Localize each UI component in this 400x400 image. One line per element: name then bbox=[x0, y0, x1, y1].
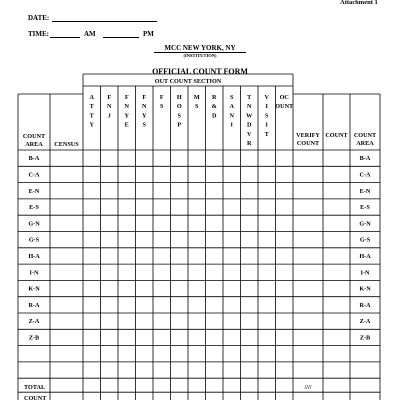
out-column-header-letter: V bbox=[247, 130, 252, 138]
row-label-left: G-N bbox=[28, 220, 40, 228]
row-label-right: H-A bbox=[359, 252, 371, 260]
total-row-label: TOTAL bbox=[24, 384, 46, 392]
out-column-header-letter: OUNT bbox=[275, 103, 294, 111]
row-label-right: Z-A bbox=[359, 318, 371, 326]
row-label-left: H-A bbox=[28, 252, 40, 260]
out-column-header-letter: N bbox=[107, 103, 112, 111]
out-column-header-letter: F bbox=[159, 94, 164, 101]
row-label-right: R-A bbox=[359, 301, 371, 309]
census-header: CENSUS bbox=[54, 141, 79, 148]
out-column-header-letter: N bbox=[124, 103, 129, 111]
count-area-header-left: AREA bbox=[25, 141, 43, 148]
row-label-right: K-N bbox=[359, 285, 371, 293]
out-column-header-letter: O bbox=[176, 103, 182, 111]
count-verify-row-label: COUNT bbox=[24, 395, 47, 400]
am-label: AM bbox=[84, 30, 96, 38]
row-label-right: E-S bbox=[360, 204, 370, 212]
row-label-right: Z-B bbox=[359, 334, 371, 342]
out-column-header-letter: D bbox=[212, 112, 217, 120]
out-column-header-letter: W bbox=[246, 112, 253, 120]
out-column-header-letter: Y bbox=[89, 121, 94, 129]
institution-caption: (INSTITUTION) bbox=[183, 53, 217, 58]
out-column-header-letter: S bbox=[177, 112, 181, 120]
row-label-right: B-A bbox=[359, 155, 371, 163]
attachment-label: Attachment 1 bbox=[340, 0, 378, 6]
pm-label: PM bbox=[143, 30, 154, 38]
date-label: DATE: bbox=[28, 14, 50, 22]
row-label-left: K-N bbox=[28, 285, 40, 293]
institution-name: MCC NEW YORK, NY bbox=[164, 44, 236, 52]
count-area-header-right: AREA bbox=[356, 140, 374, 147]
row-label-left: C-A bbox=[28, 171, 40, 179]
out-column-header-letter: R bbox=[212, 94, 217, 101]
out-column-header-letter: I bbox=[265, 121, 268, 129]
form-title: OFFICIAL COUNT FORM bbox=[152, 67, 248, 76]
out-column-header-letter: N bbox=[229, 112, 234, 120]
out-column-header-letter: D bbox=[247, 121, 252, 129]
out-column-header-letter: F bbox=[107, 94, 112, 101]
out-column-header-letter: & bbox=[211, 103, 217, 111]
row-label-left: R-A bbox=[28, 301, 40, 309]
out-column-header-letter: V bbox=[264, 94, 269, 101]
out-column-header-letter: F bbox=[124, 94, 129, 101]
out-column-header-letter: Y bbox=[124, 112, 129, 120]
out-column-header-letter: A bbox=[229, 103, 234, 111]
out-column-header-letter: M bbox=[193, 94, 200, 101]
out-column-header-letter: T bbox=[247, 94, 252, 101]
out-column-header-letter: J bbox=[107, 112, 111, 120]
row-label-left: E-S bbox=[29, 204, 39, 212]
row-label-left: E-N bbox=[28, 187, 40, 195]
out-column-header-letter: T bbox=[89, 103, 94, 111]
verify-count-header: VERIFY bbox=[296, 132, 320, 139]
out-column-header-letter: N bbox=[247, 103, 252, 111]
total-verify-mark: //// bbox=[304, 384, 312, 392]
time-label: TIME: bbox=[28, 30, 49, 38]
row-label-right: I-N bbox=[360, 269, 370, 277]
out-column-header-letter: R bbox=[247, 140, 252, 147]
row-label-left: Z-A bbox=[28, 318, 40, 326]
verify-count-header: COUNT bbox=[296, 140, 320, 147]
out-column-header-letter: S bbox=[195, 103, 199, 111]
out-column-header-letter: T bbox=[89, 112, 94, 120]
out-column-header-letter: E bbox=[124, 121, 129, 129]
row-label-left: G-S bbox=[28, 236, 40, 244]
row-label-right: G-S bbox=[359, 236, 371, 244]
out-column-header-letter: S bbox=[230, 94, 234, 101]
out-column-header-letter: I bbox=[230, 121, 233, 129]
count-area-header-left: COUNT bbox=[22, 133, 46, 140]
count-area-header-right: COUNT bbox=[353, 132, 377, 139]
out-column-header-letter: N bbox=[142, 103, 147, 111]
out-column-header-letter: OC bbox=[279, 94, 289, 101]
out-column-header-letter: S bbox=[142, 121, 146, 129]
row-label-right: G-N bbox=[359, 220, 371, 228]
row-label-left: I-N bbox=[29, 269, 39, 277]
out-column-header-letter: T bbox=[264, 130, 269, 138]
count-header: COUNT bbox=[325, 132, 348, 139]
out-column-header-letter: S bbox=[265, 112, 269, 120]
out-column-header-letter: Y bbox=[142, 112, 147, 120]
row-label-right: E-N bbox=[359, 187, 371, 195]
out-column-header-letter: A bbox=[89, 94, 94, 101]
out-column-header-letter: S bbox=[160, 103, 164, 111]
out-column-header-letter: H bbox=[176, 94, 182, 101]
out-column-header-letter: I bbox=[265, 103, 268, 111]
row-label-left: B-A bbox=[28, 155, 40, 163]
row-label-left: Z-B bbox=[28, 334, 40, 342]
out-count-section-title: OUT COUNT SECTION bbox=[154, 78, 222, 85]
out-column-header-letter: P bbox=[177, 121, 182, 129]
out-column-header-letter: F bbox=[142, 94, 147, 101]
row-label-right: C-A bbox=[359, 171, 371, 179]
